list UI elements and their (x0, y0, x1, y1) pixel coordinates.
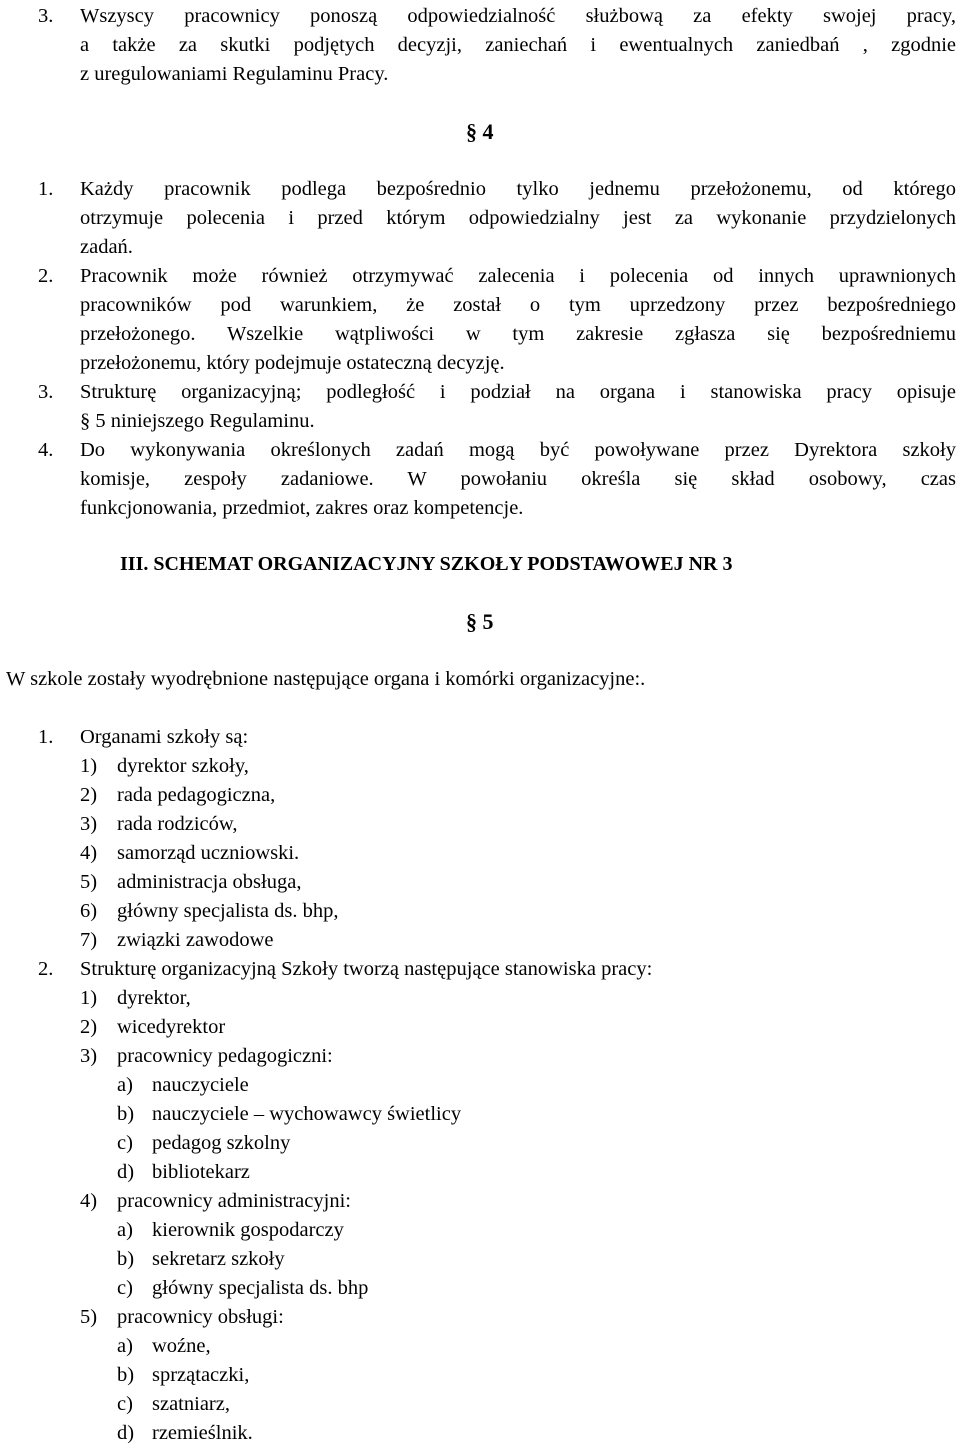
sub-letter: c) (117, 1277, 133, 1299)
sub-letter: a) (117, 1219, 133, 1241)
text-line: przełożonego. Wszelkie wątpliwości w tym zakresie zgłasza się bezpośredniemu (80, 323, 956, 345)
text-line: pracowników pod warunkiem, że został o tym uprzedzony przez bezpośredniego (80, 294, 956, 316)
list-number: 1) (80, 987, 98, 1009)
sub-item: woźne, (152, 1335, 211, 1357)
sub-letter: a) (117, 1335, 133, 1357)
list-number: 1. (38, 178, 54, 200)
list-number: 2. (38, 265, 54, 287)
text-line: przełożonemu, który podejmuje ostateczną decyzję. (80, 352, 505, 374)
text-line: § 5 niniejszego Regulaminu. (80, 410, 315, 432)
list-item: rada pedagogiczna, (117, 784, 276, 806)
list-item: pracownicy obsługi: (117, 1306, 284, 1328)
sub-letter: a) (117, 1074, 133, 1096)
list-item: główny specjalista ds. bhp, (117, 900, 339, 922)
sub-item: nauczyciele (152, 1074, 249, 1096)
list-number: 3. (38, 5, 54, 27)
list-number: 3) (80, 1045, 98, 1067)
paragraph-mark: § 5 (466, 609, 494, 634)
list-number: 4) (80, 1190, 98, 1212)
section-intro: W szkole zostały wyodrębnione następujące organa i komórki organizacyjne:. (6, 668, 646, 690)
list-number: 7) (80, 929, 98, 951)
sub-letter: b) (117, 1103, 135, 1125)
text-line: funkcjonowania, przedmiot, zakres oraz kompetencje. (80, 497, 524, 519)
sub-item: kierownik gospodarczy (152, 1219, 344, 1241)
text-line: otrzymuje polecenia i przed którym odpowiedzialny jest za wykonanie przydzielonych (80, 207, 956, 229)
text-line: komisje, zespoły zadaniowe. W powołaniu określa się skład osobowy, czas (80, 468, 956, 490)
sub-item: rzemieślnik. (152, 1422, 253, 1444)
sub-letter: b) (117, 1248, 135, 1270)
list-number: 2) (80, 1016, 98, 1038)
list-item: pracownicy pedagogiczni: (117, 1045, 333, 1067)
sub-letter: c) (117, 1132, 133, 1154)
chapter-heading: III. SCHEMAT ORGANIZACYJNY SZKOŁY PODSTAWOWEJ NR 3 (120, 553, 733, 575)
sub-item: bibliotekarz (152, 1161, 250, 1183)
sub-item: nauczyciele – wychowawcy świetlicy (152, 1103, 462, 1125)
text-line: Pracownik może również otrzymywać zalecenia i polecenia od innych uprawnionych (80, 265, 956, 287)
text-line: Wszyscy pracownicy ponoszą odpowiedzialność służbową za efekty swojej pracy, (80, 5, 956, 27)
list-number: 4) (80, 842, 98, 864)
list-item: dyrektor, (117, 987, 191, 1009)
list-item: związki zawodowe (117, 929, 274, 951)
sub-item: sekretarz szkoły (152, 1248, 285, 1270)
list-item: administracja obsługa, (117, 871, 302, 893)
text-line: a także za skutki podjętych decyzji, zaniechań i ewentualnych zaniedbań , zgodnie (80, 34, 956, 56)
list-title: Organami szkoły są: (80, 726, 249, 748)
sub-item: główny specjalista ds. bhp (152, 1277, 369, 1299)
text-line: Każdy pracownik podlega bezpośrednio tylko jednemu przełożonemu, od którego (80, 178, 956, 200)
sub-item: sprzątaczki, (152, 1364, 250, 1386)
list-number: 5) (80, 871, 98, 893)
list-number: 1) (80, 755, 98, 777)
list-item: samorząd uczniowski. (117, 842, 300, 864)
paragraph-mark: § 4 (466, 119, 494, 144)
list-number: 2. (38, 958, 54, 980)
list-item: wicedyrektor (117, 1016, 226, 1038)
text-line: zadań. (80, 236, 133, 258)
sub-letter: d) (117, 1161, 135, 1183)
list-title: Strukturę organizacyjną Szkoły tworzą następujące stanowiska pracy: (80, 958, 653, 980)
list-number: 5) (80, 1306, 98, 1328)
list-item: dyrektor szkoły, (117, 755, 249, 777)
sub-letter: c) (117, 1393, 133, 1415)
text-line: z uregulowaniami Regulaminu Pracy. (80, 63, 389, 85)
list-item: rada rodziców, (117, 813, 238, 835)
sub-item: szatniarz, (152, 1393, 230, 1415)
list-number: 3. (38, 381, 54, 403)
sub-letter: d) (117, 1422, 135, 1444)
text-line: Strukturę organizacyjną; podległość i podział na organa i stanowiska pracy opisuje (80, 381, 956, 403)
list-item: pracownicy administracyjni: (117, 1190, 351, 1212)
sub-item: pedagog szkolny (152, 1132, 291, 1154)
list-number: 1. (38, 726, 54, 748)
list-number: 3) (80, 813, 98, 835)
list-number: 4. (38, 439, 54, 461)
sub-letter: b) (117, 1364, 135, 1386)
text-line: Do wykonywania określonych zadań mogą być powoływane przez Dyrektora szkoły (80, 439, 956, 461)
list-number: 2) (80, 784, 98, 806)
list-number: 6) (80, 900, 98, 922)
